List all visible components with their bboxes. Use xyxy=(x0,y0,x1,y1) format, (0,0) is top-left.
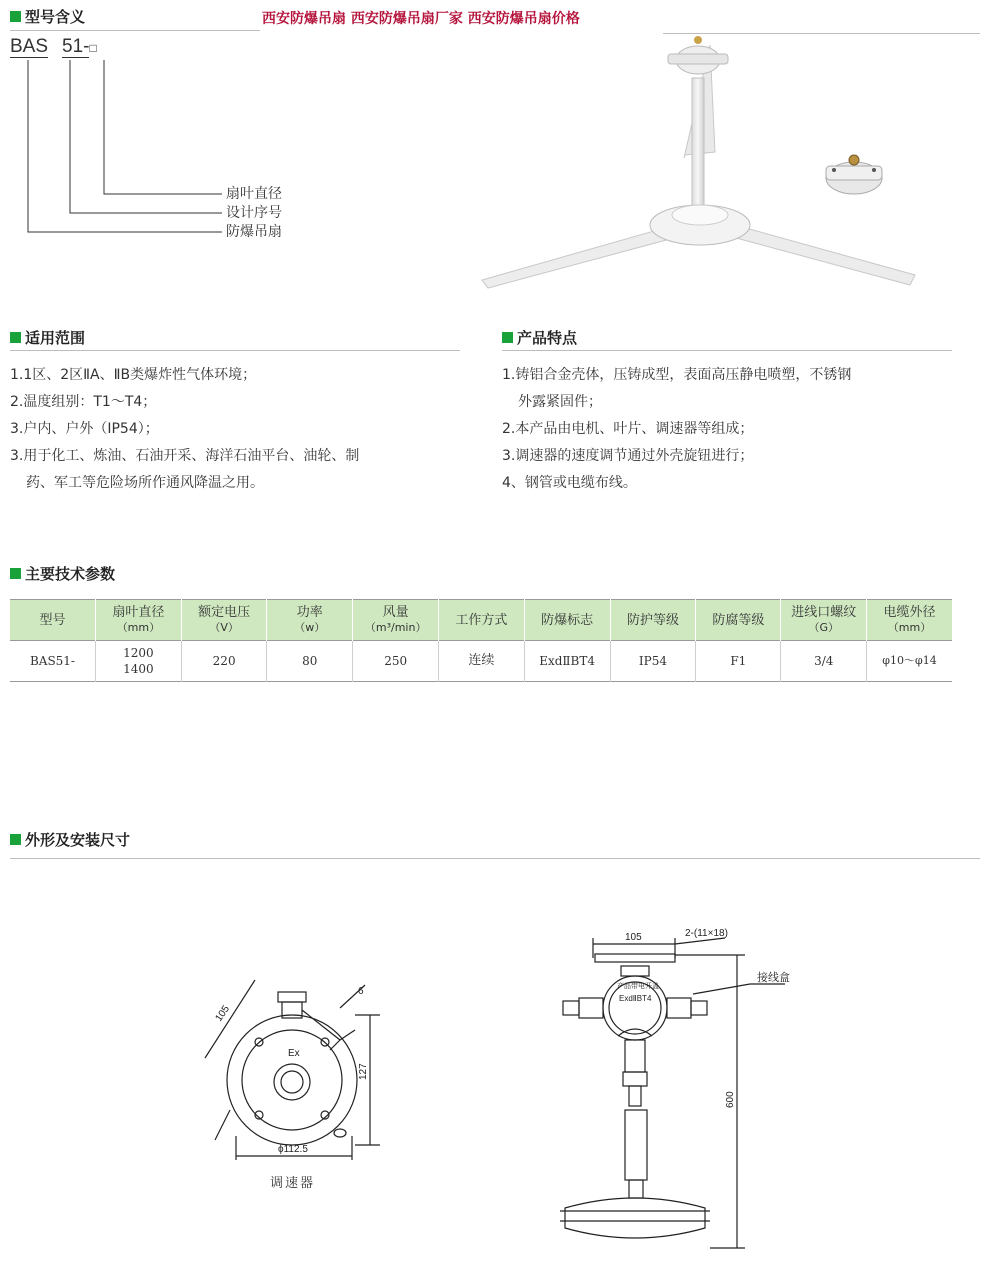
features-list xyxy=(502,362,851,497)
table-header: 额定电压 （V） xyxy=(181,600,267,641)
spec-table xyxy=(10,599,952,682)
regulator-image xyxy=(818,148,893,203)
table-header: 型号 xyxy=(10,600,95,641)
scope-list xyxy=(10,362,359,497)
regulator-drawing xyxy=(190,960,410,1200)
model-code-part1: BAS xyxy=(10,36,49,57)
box-ex-text: ExdⅡBT4 xyxy=(619,994,652,1003)
section-marker-icon xyxy=(502,332,513,343)
banner-title: 西安防爆吊扇 西安防爆吊扇厂家 西安防爆吊扇价格 xyxy=(262,11,580,27)
divider xyxy=(502,350,952,351)
model-code-part2: 51-□ xyxy=(62,36,97,57)
section-title: 产品特点 xyxy=(517,329,578,347)
section-features xyxy=(502,327,577,348)
ex-label: Ex xyxy=(288,1048,300,1059)
table-header: 防护等级 xyxy=(610,600,696,641)
table-header: 扇叶直径 （mm） xyxy=(95,600,181,641)
list-item: 1.铸铝合金壳体，压铸成型，表面高压静电喷塑，不锈钢 xyxy=(502,367,852,383)
junction-label: 接线盒 xyxy=(757,971,790,984)
table-cell: F1 xyxy=(696,641,781,682)
table-header: 电缆外径 （mm） xyxy=(867,600,952,641)
section-marker-icon xyxy=(10,332,21,343)
table-header: 功率 （w） xyxy=(267,600,353,641)
list-item: 2.温度组别：T1～T4； xyxy=(10,394,157,410)
table-row xyxy=(10,641,952,682)
dim-6: 6 xyxy=(358,986,364,997)
list-item: 2.本产品由电机、叶片、调速器等组成； xyxy=(502,421,754,437)
table-header: 防腐等级 xyxy=(696,600,781,641)
divider xyxy=(10,350,460,351)
dim-127: 127 xyxy=(358,1063,369,1080)
legend-design-number: 设计序号 xyxy=(226,205,282,221)
table-header: 防爆标志 xyxy=(524,600,610,641)
dim-holes: 2-(11×18) xyxy=(685,928,728,939)
dim-phi: ϕ112.5 xyxy=(278,1144,308,1155)
section-marker-icon xyxy=(10,568,21,579)
table-cell: 连续 xyxy=(439,641,524,682)
legend-explosion-fan: 防爆吊扇 xyxy=(226,224,282,240)
section-marker-icon xyxy=(10,834,21,845)
list-item: 3.调速器的速度调节通过外壳旋钮进行； xyxy=(502,448,754,464)
table-cell: 80 xyxy=(267,641,353,682)
dim-600: 600 xyxy=(725,1091,736,1108)
table-cell: ExdⅡBT4 xyxy=(524,641,610,682)
table-cell: 250 xyxy=(353,641,439,682)
table-header-row xyxy=(10,600,952,641)
table-cell: 3/4 xyxy=(781,641,867,682)
table-header: 进线口螺纹 （G） xyxy=(781,600,867,641)
list-item: 1.1区、2区ⅡA、ⅡB类爆炸性气体环境； xyxy=(10,367,257,383)
model-legend-lines xyxy=(0,0,240,245)
section-title: 适用范围 xyxy=(25,329,86,347)
section-dimensions xyxy=(10,829,130,850)
table-cell: 1200 1400 xyxy=(95,641,181,682)
list-item: 外露紧固件； xyxy=(518,394,602,410)
table-cell: BAS51- xyxy=(29,654,75,668)
dim-105-top: 105 xyxy=(625,932,642,943)
section-title: 外形及安装尺寸 xyxy=(25,831,131,849)
table-cell: 220 xyxy=(181,641,267,682)
regulator-caption: 调速器 xyxy=(270,1176,316,1191)
legend-blade-diameter: 扇叶直径 xyxy=(226,186,282,202)
table-cell: φ10～φ14 xyxy=(867,641,952,682)
section-specs xyxy=(10,563,115,584)
section-scope xyxy=(10,327,85,348)
section-title: 型号含义 xyxy=(25,8,86,26)
list-item: 药、军工等危险场所作通风降温之用。 xyxy=(26,475,264,491)
box-warning-text: 产品带电开盖 xyxy=(617,982,659,990)
table-header: 工作方式 xyxy=(439,600,524,641)
table-header: 风量 （m³/min） xyxy=(353,600,439,641)
list-item: 4、钢管或电缆布线。 xyxy=(502,475,637,491)
list-item: 3.户内、户外（IP54）； xyxy=(10,421,159,437)
list-item: 3.用于化工、炼油、石油开采、海洋石油平台、油轮、制 xyxy=(10,448,360,464)
section-title: 主要技术参数 xyxy=(25,565,116,583)
table-cell: IP54 xyxy=(610,641,696,682)
fan-drawing xyxy=(545,918,805,1258)
divider xyxy=(10,858,980,859)
dim-105-left: 105 xyxy=(213,1003,233,1024)
